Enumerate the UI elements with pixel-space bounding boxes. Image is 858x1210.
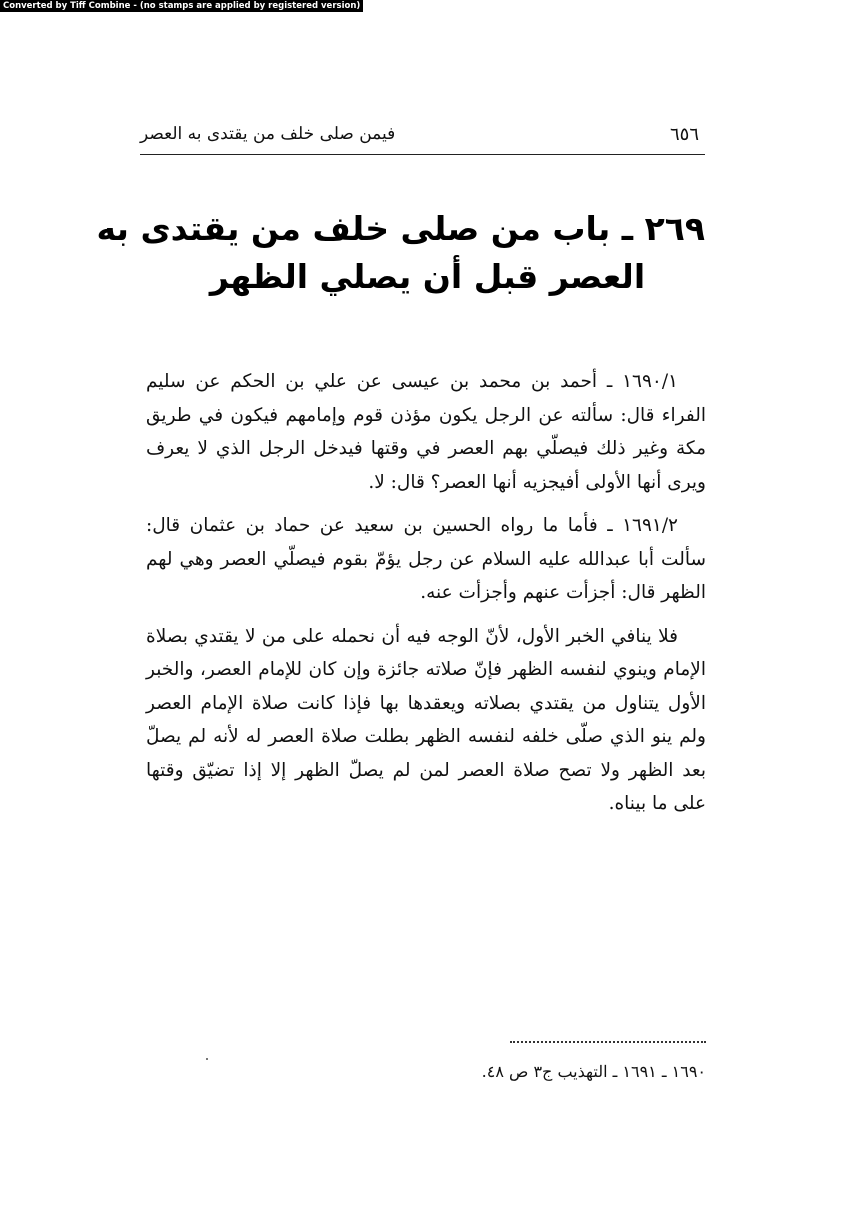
chapter-title-line-1: ٢٦٩ ـ باب من صلى خلف من يقتدى به [96, 209, 705, 248]
running-title: فيمن صلى خلف من يقتدى به العصر [140, 124, 396, 144]
body-text [146, 365, 706, 831]
footnote: ١٦٩٠ ـ ١٦٩١ ـ التهذيب ج٣ ص ٤٨. [481, 1062, 706, 1081]
page-number: ٦٥٦ [669, 124, 699, 145]
hadith-paragraph-1690: ١٦٩٠/١ ـ أحمد بن محمد بن عيسى عن علي بن الحكم عن سليم الفراء قال: سألته عن الرجل يكون مؤذن قوم وإمامهم فيكون في طريق مكة وغير ذلك فيصلّي بهم العصر في وقتها فيدخل الرجل الذي لا يعرف ويرى أنها الأولى أفيجزيه أنها العصر؟ قال: لا. [146, 371, 706, 493]
running-header [140, 118, 705, 155]
scan-speck [206, 1058, 208, 1060]
footnote-separator [510, 1041, 706, 1053]
chapter-title-line-2: العصر قبل أن يصلي الظهر [209, 257, 646, 296]
hadith-paragraph-1691: ١٦٩١/٢ ـ فأما ما رواه الحسين بن سعيد عن حماد بن عثمان قال: سألت أبا عبدالله عليه السلام عن رجل يؤمّ بقوم فيصلّي العصر وهي لهم الظهر قال: أجزأت عنهم وأجزأت عنه. [146, 515, 706, 603]
commentary-paragraph: فلا ينافي الخبر الأول، لأنّ الوجه فيه أن نحمله على من لا يقتدي بصلاة الإمام وينوي لنفسه الظهر فإنّ صلاته جائزة وإن كان للإمام العصر، والخبر الأول يتناول من يقتدي بصلاته ويعقدها بها فإذا كانت صلاة الإمام العصر ولم ينو الذي صلّى خلفه لنفسه الظهر بطلت صلاة العصر له لأنه لم يصلّ بعد الظهر ولا تصح صلاة العصر لمن لم يصلّ الظهر إلا إذا تضيّق وقتها على ما بيناه. [146, 625, 706, 814]
chapter-heading [96, 205, 705, 301]
converter-stamp: Converted by Tiff Combine - (no stamps are applied by registered version) [0, 0, 363, 12]
